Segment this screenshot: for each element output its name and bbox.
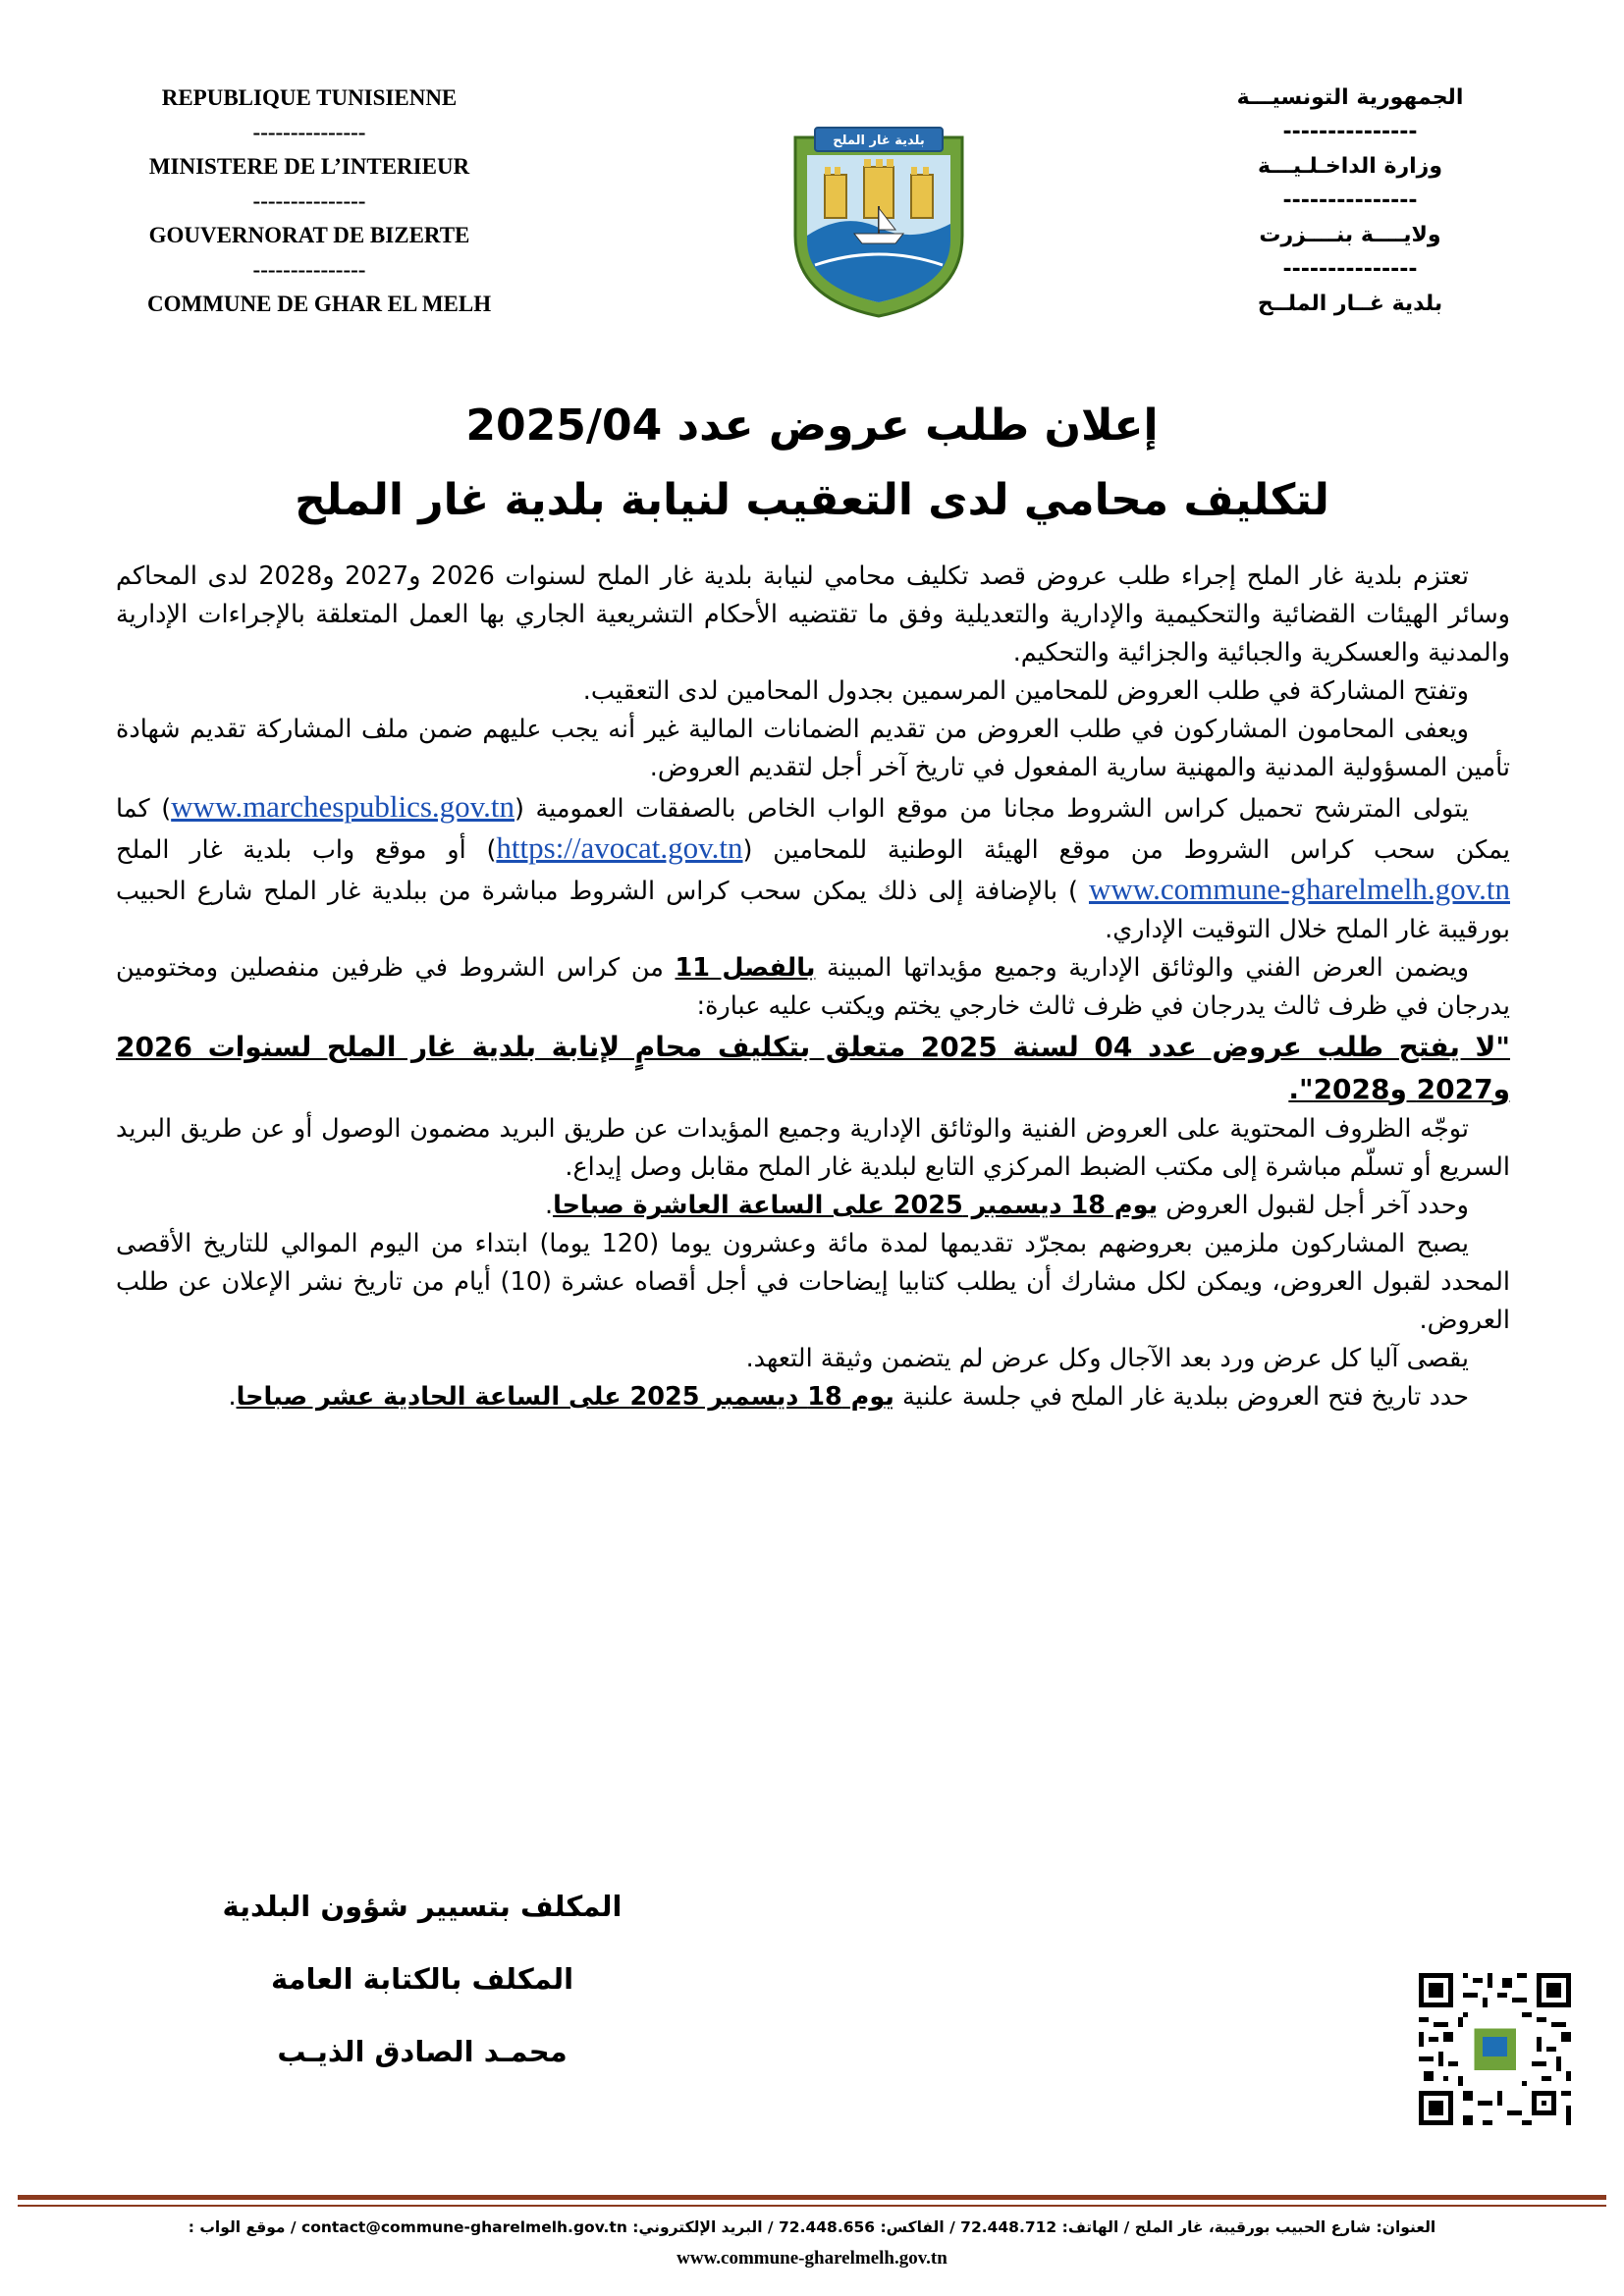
opening-date: يوم 18 ديسمبر 2025 على الساعة الحادية عشر صباحا — [236, 1382, 894, 1412]
download-text-a: يتولى المترشح تحميل كراس الشروط مجانا من موقع الواب الخاص بالصفقات العمومية ( — [514, 794, 1469, 824]
paragraph-download — [116, 787, 1510, 949]
header-fr-separator: --------------- — [252, 120, 366, 144]
header-ar-separator: --------------- — [1282, 257, 1418, 282]
header-french — [147, 80, 492, 321]
header-ar-republic: الجمهورية التونسيـــة — [1236, 85, 1464, 110]
header-ar-commune: بلدية غــار الملــح — [1257, 292, 1443, 316]
header-fr-ministry: MINISTERE DE L’INTERIEUR — [148, 154, 470, 179]
header-arabic — [1227, 80, 1473, 321]
envelopes-text-a: ويضمن العرض الفني والوثائق الإدارية وجميع مؤيداتها المبينة — [815, 953, 1470, 983]
header-fr-governorate: GOUVERNORAT DE BIZERTE — [148, 223, 470, 247]
page-subtitle: لتكليف محامي لدى التعقيب لنيابة بلدية غار الملح — [295, 475, 1329, 525]
header-fr-commune: COMMUNE DE GHAR EL MELH — [147, 292, 492, 316]
svg-text:بلدية غار الملح: بلدية غار الملح — [833, 133, 925, 148]
download-text-b: ) كما يمكن سحب كراس الشروط من موقع الهيئة الوطنية للمحامين ( — [116, 794, 1510, 865]
paragraph-exclusion: يقصى آليا كل عرض ورد بعد الآجال وكل عرض لم يتضمن وثيقة التعهد. — [745, 1344, 1469, 1373]
deadline-date: يوم 18 ديسمبر 2025 على الساعة العاشرة صباحا — [553, 1191, 1159, 1220]
envelopes-chapter-ref: بالفصل 11 — [675, 953, 816, 983]
signature-block — [196, 1870, 648, 2088]
envelope-inscription: "لا يفتح طلب عروض عدد 04 لسنة 2025 متعلق بتكليف محامٍ لإنابة بلدية غار الملح لسنوات 2026 و2027 و2028". — [116, 1031, 1510, 1105]
header-ar-ministry: وزارة الداخـلـيـــة — [1258, 154, 1442, 179]
signature-role-1: المكلف بتسيير شؤون البلدية — [222, 1890, 623, 1923]
header-fr-separator: --------------- — [252, 188, 366, 213]
link-commune-website[interactable]: www.commune-gharelmelh.gov.tn — [1088, 872, 1510, 906]
footer-rule-thin — [18, 2205, 1606, 2207]
signature-name: محمـد الصادق الذيـب — [277, 2035, 568, 2068]
deadline-text-c: . — [544, 1191, 554, 1220]
municipality-crest-icon — [785, 118, 972, 319]
paragraph-eligibility: وتفتح المشاركة في طلب العروض للمحامين المرسمين بجدول المحامين لدى التعقيب. — [582, 676, 1469, 706]
paragraph-envelopes — [116, 949, 1510, 1026]
header-ar-governorate: ولايــــة بنــــزرت — [1259, 223, 1441, 247]
paragraph-opening — [116, 1378, 1510, 1416]
qr-code-icon — [1414, 1968, 1576, 2130]
footer-address: العنوان: شارع الحبيب بورقيبة، غار الملح / الهاتف: 72.448.712 / الفاكس: 72.448.656 / البريد الإلكتروني: contact@commune-gharelmelh.gov.tn / موقع الواب : — [188, 2218, 1436, 2236]
opening-text-c: . — [228, 1382, 237, 1412]
download-text-d: ) بالإضافة إلى ذلك يمكن سحب كراس الشروط مباشرة من ببلدية غار الملح شارع الحبيب بورقيبة غار الملح خلال التوقيت الإداري. — [116, 877, 1510, 944]
announcement-body — [116, 558, 1510, 1416]
link-avocat[interactable]: https://avocat.gov.tn — [496, 830, 743, 865]
header-ar-separator: --------------- — [1282, 188, 1418, 213]
paragraph-delivery: توجّه الظروف المحتوية على العروض الفنية والوثائق الإدارية وجميع المؤيدات عن طريق البريد مضمون الوصول أو عن طريق البريد السريع أو تسلّم مباشرة إلى مكتب الضبط المركزي التابع لبلدية غار الملح مقابل وصل إيداع. — [116, 1114, 1510, 1182]
deadline-text-a: وحدد آخر أجل لقبول العروض — [1158, 1191, 1469, 1220]
link-marchespublics[interactable]: www.marchespublics.gov.tn — [171, 789, 514, 824]
footer-rule-thick — [18, 2195, 1606, 2200]
signature-role-2: المكلف بالكتابة العامة — [270, 1962, 574, 1996]
footer-website[interactable]: www.commune-gharelmelh.gov.tn — [677, 2248, 947, 2269]
header-fr-separator: --------------- — [252, 257, 366, 282]
paragraph-deadline — [116, 1187, 1510, 1225]
paragraph-intro: تعتزم بلدية غار الملح إجراء طلب عروض قصد تكليف محامي لنيابة بلدية غار الملح لسنوات 2026 و2027 و2028 لدى المحاكم وسائر الهيئات القضائية والتحكيمية والإدارية والتعديلية وفق ما تقتضيه الأحكام التشريعية الجاري بها العمل المتعلقة بالإجراءات الإدارية والمدنية والعسكرية والجبائية والجزائية والتحكيم. — [116, 561, 1510, 667]
header-fr-republic: REPUBLIQUE TUNISIENNE — [161, 85, 458, 110]
opening-text-a: حدد تاريخ فتح العروض ببلدية غار الملح في جلسة علنية — [893, 1382, 1469, 1412]
paragraph-validity: يصبح المشاركون ملزمين بعروضهم بمجرّد تقديمها لمدة مائة وعشرون يوما (120 يوما) ابتداء من اليوم الموالي للتاريخ الأقصى المحدد لقبول العروض، ويمكن لكل مشارك أن يطلب كتابيا إيضاحات في أجل أقصاه عشرة (10) أيام من تاريخ نشر الإعلان عن طلب العروض. — [116, 1229, 1510, 1335]
envelopes-text-c: من كراس الشروط في ظرفين منفصلين ومختومين يدرجان في ظرف ثالث يدرجان في ظرف ثالث خارجي يختم ويكتب عليه عبارة: — [116, 953, 1510, 1021]
paragraph-guarantees: ويعفى المحامون المشاركون في طلب العروض من تقديم الضمانات المالية غير أنه يجب عليهم ضمن ملف المشاركة تقديم شهادة تأمين المسؤولية المدنية والمهنية سارية المفعول في تاريخ آخر أجل لتقديم العروض. — [116, 715, 1510, 782]
download-text-c: ) أو موقع واب بلدية غار الملح — [116, 835, 497, 865]
page-title: إعلان طلب عروض عدد 2025/04 — [465, 400, 1159, 451]
header-ar-separator: --------------- — [1282, 120, 1418, 144]
